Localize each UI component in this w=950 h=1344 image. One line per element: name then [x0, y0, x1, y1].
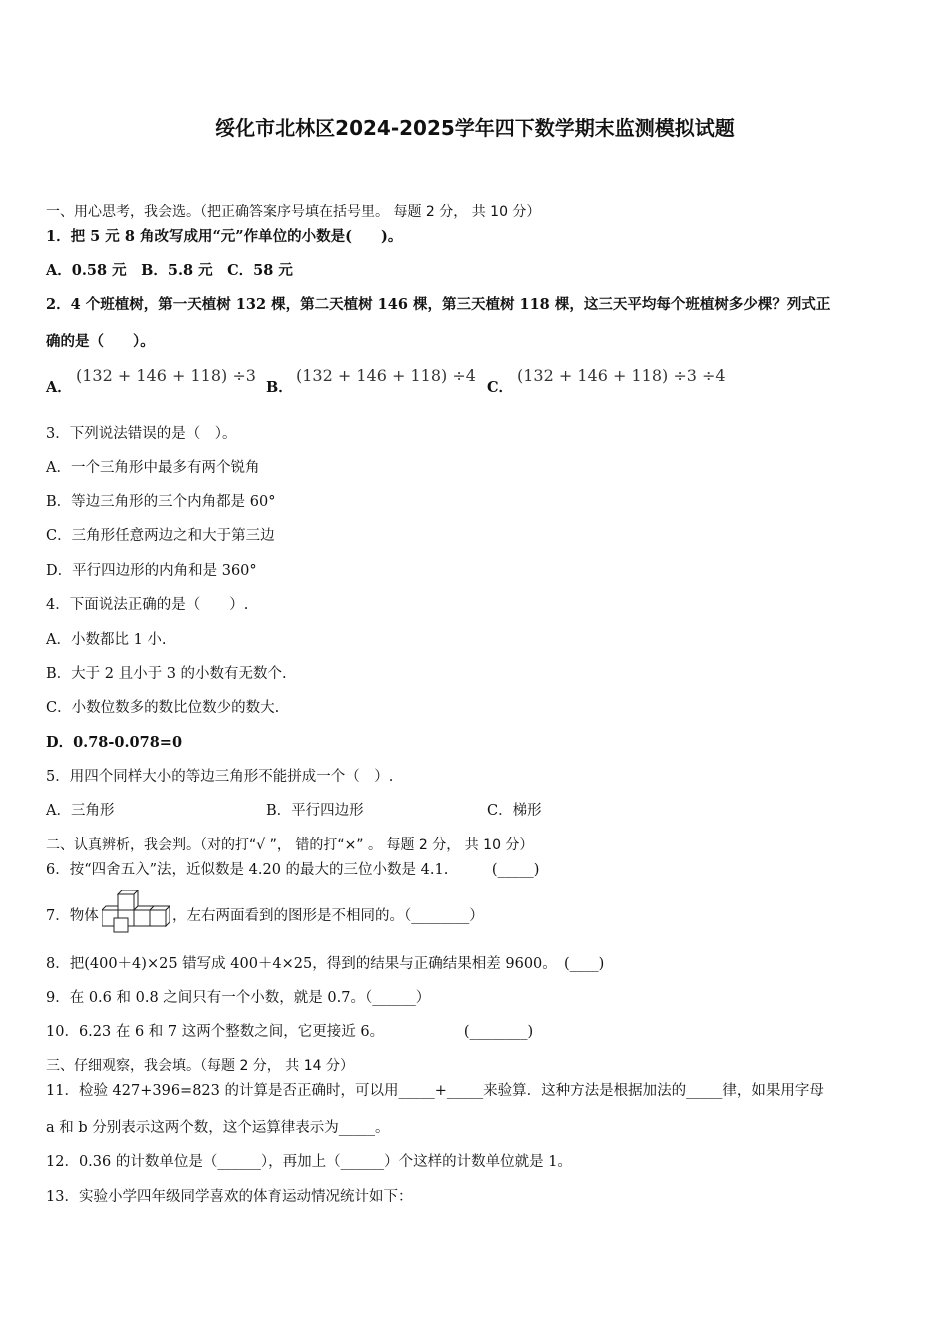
question-6: 6．按“四舍五入”法，近似数是 4.20 的最大的三位小数是 4.1. (_____)	[46, 862, 540, 878]
question-4-option-c: C．小数位数多的数比位数少的数大.	[46, 700, 280, 716]
section-1-heading: 一、用心思考，我会选。（把正确答案序号填在括号里。 每题 2 分， 共 10 分）	[46, 204, 541, 220]
question-11-line2: a 和 b 分别表示这两个数，这个运算律表示为_____。	[46, 1120, 390, 1136]
question-4-option-b: B．大于 2 且小于 3 的小数有无数个.	[46, 666, 287, 682]
question-1-options: A．0.58 元 B．5.8 元 C．58 元	[46, 262, 293, 279]
question-2-stem-line2: 确的是（ ）。	[46, 333, 155, 350]
question-2-option-b-expression: (132 + 146 + 118) ÷4	[296, 366, 476, 385]
question-10: 10．6.23 在 6 和 7 这两个整数之间，它更接近 6。 (________)	[46, 1024, 534, 1040]
question-3-option-b: B．等边三角形的三个内角都是 60°	[46, 494, 276, 510]
question-5-option-a: A．三角形	[46, 803, 115, 819]
question-4-option-a: A．小数都比 1 小.	[46, 632, 167, 648]
question-1-stem: 1．把 5 元 8 角改写成用“元”作单位的小数是( )。	[46, 228, 403, 245]
question-2-option-c-label: C．	[487, 379, 514, 396]
cube-stack-figure	[102, 890, 170, 934]
question-2-option-b-label: B．	[266, 379, 293, 396]
page-title: 绥化市北林区2024-2025学年四下数学期末监测模拟试题	[215, 116, 735, 140]
question-9: 9．在 0.6 和 0.8 之间只有一个小数，就是 0.7。（______）	[46, 990, 431, 1006]
question-3-option-d: D．平行四边形的内角和是 360°	[46, 563, 257, 579]
question-11-line1: 11．检验 427+396=823 的计算是否正确时，可以用_____+_____来验算．这种方法是根据加法的_____律，如果用字母	[46, 1083, 824, 1099]
question-2-option-a-expression: (132 + 146 + 118) ÷3	[76, 366, 256, 385]
section-3-heading: 三、仔细观察，我会填。（每题 2 分， 共 14 分）	[46, 1058, 354, 1074]
question-7-prefix: 7．物体	[46, 908, 99, 924]
question-3-option-c: C．三角形任意两边之和大于第三边	[46, 528, 275, 544]
question-13: 13．实验小学四年级同学喜欢的体育运动情况统计如下：	[46, 1189, 413, 1205]
question-2-stem-line1: 2．4 个班植树，第一天植树 132 棵，第二天植树 146 棵，第三天植树 118 棵，这三天平均每个班植树多少棵？列式正	[46, 296, 831, 313]
question-5-option-b: B．平行四边形	[266, 803, 364, 819]
question-3-option-a: A．一个三角形中最多有两个锐角	[46, 460, 260, 476]
question-5-stem: 5．用四个同样大小的等边三角形不能拼成一个（ ）.	[46, 769, 394, 785]
question-7-suffix: ，左右两面看到的图形是不相同的。（________）	[172, 908, 484, 924]
question-8: 8．把(400＋4)×25 错写成 400＋4×25，得到的结果与正确结果相差 9600。 (____)	[46, 956, 605, 972]
question-2-option-a-label: A．	[46, 379, 72, 396]
question-2-option-c-expression: (132 + 146 + 118) ÷3 ÷4	[517, 366, 726, 385]
question-4-stem: 4．下面说法正确的是（ ）.	[46, 597, 249, 613]
question-4-option-d: D．0.78-0.078=0	[46, 734, 183, 751]
question-3-stem: 3．下列说法错误的是（ ）。	[46, 426, 237, 442]
section-2-heading: 二、认真辨析，我会判。（对的打“√ ”， 错的打“×” 。 每题 2 分， 共 10 分）	[46, 837, 534, 853]
question-12: 12．0.36 的计数单位是（______），再加上（______）个这样的计数单位就是 1。	[46, 1154, 572, 1170]
question-5-option-c: C．梯形	[487, 803, 542, 819]
